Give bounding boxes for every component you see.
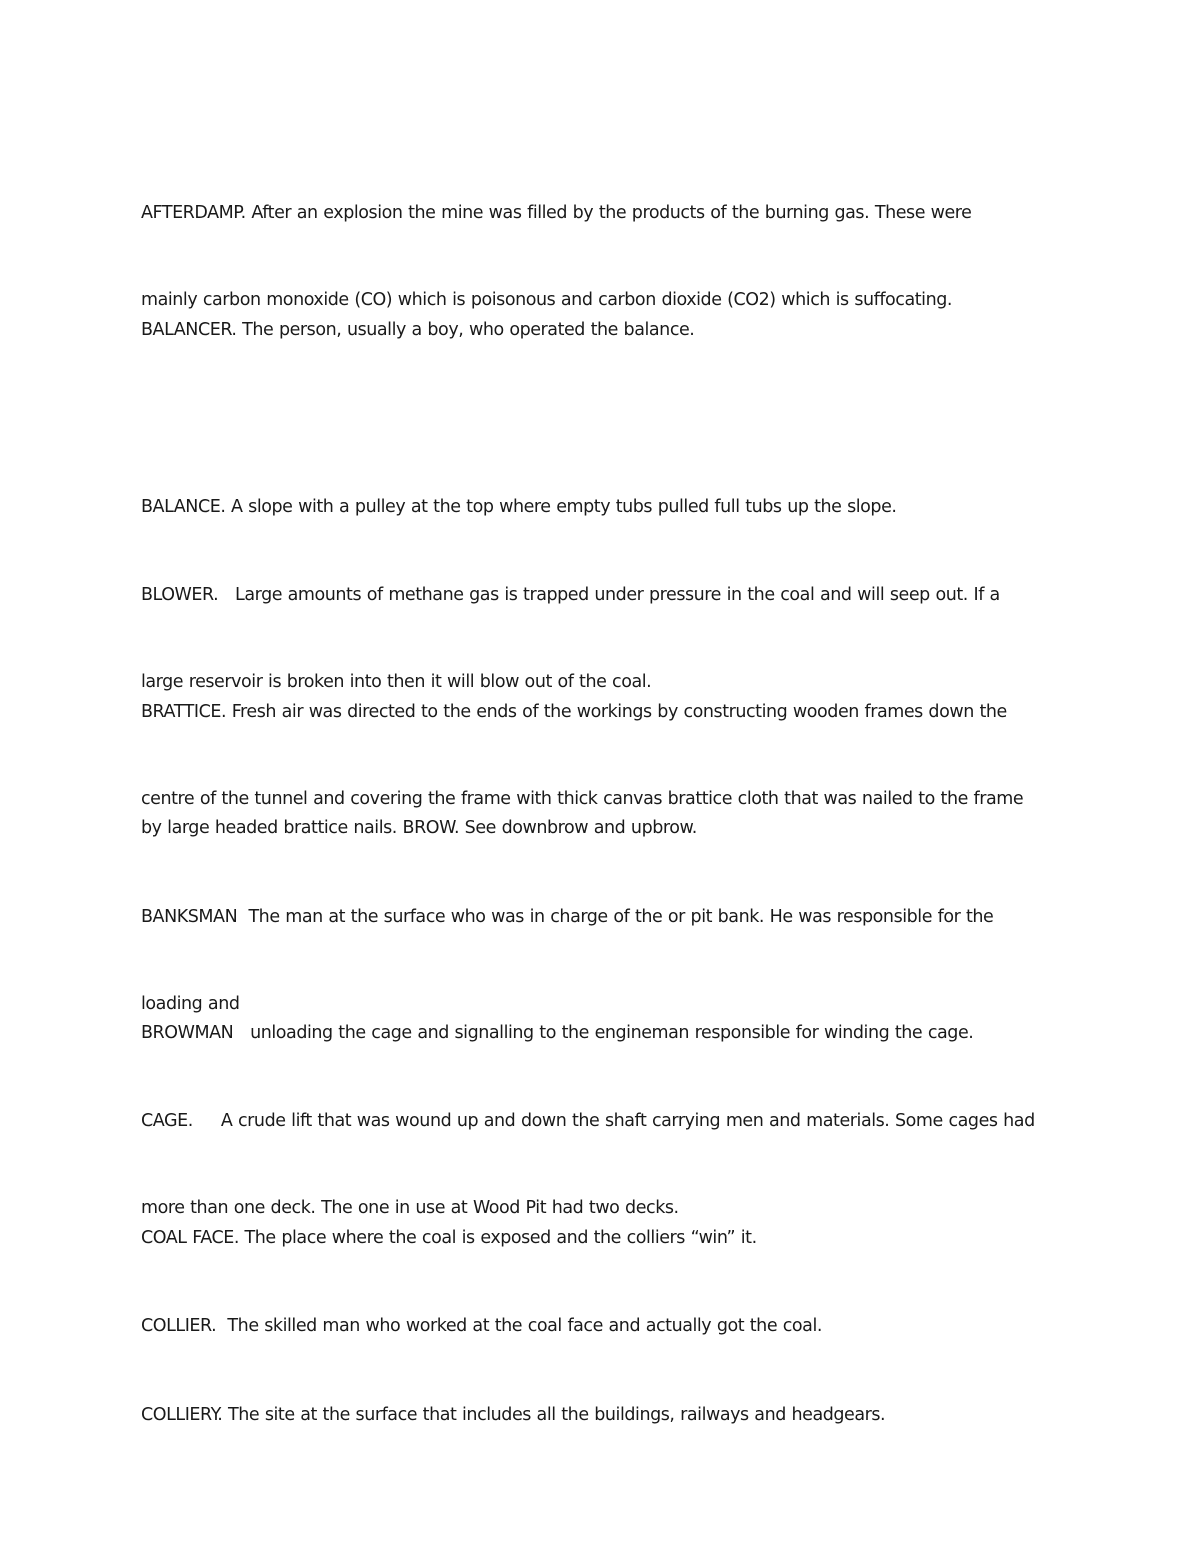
entry-line: loading and [141, 994, 240, 1014]
entry-line: COLLIERY. The site at the surface that includes all the buildings, railways and headgears. [141, 1405, 886, 1425]
entry-balancer [141, 258, 1081, 403]
entry-line: mainly carbon monoxide (CO) which is poisonous and carbon dioxide (CO2) which is suffocating. [141, 290, 952, 310]
entry-line: BALANCE. A slope with a pulley at the top where empty tubs pulled full tubs up the slope. [141, 497, 897, 517]
entry-line: COLLIER. The skilled man who worked at the coal face and actually got the coal. [141, 1316, 822, 1336]
entry-line: BANKSMAN The man at the surface who was in charge of the or pit bank. He was responsible for the [141, 907, 994, 927]
entry-line: CAGE. A crude lift that was wound up and down the shaft carrying men and materials. Some cages had [141, 1111, 1035, 1131]
entry-colliery [141, 1343, 1081, 1488]
entry-line: by large headed brattice nails. BROW. See downbrow and upbrow. [141, 818, 697, 838]
entry-line: COAL FACE. The place where the coal is exposed and the colliers “win” it. [141, 1228, 757, 1248]
entry-line: AFTERDAMP. After an explosion the mine was filled by the products of the burning gas. These were [141, 203, 972, 223]
entry-line: centre of the tunnel and covering the frame with thick canvas brattice cloth that was nailed to the frame [141, 789, 1024, 809]
entry-line: large reservoir is broken into then it will blow out of the coal. [141, 672, 652, 692]
entry-line: BALANCER. The person, usually a boy, who operated the balance. [141, 320, 695, 340]
entry-line: BLOWER. Large amounts of methane gas is trapped under pressure in the coal and will seep out. If a [141, 585, 1000, 605]
entry-line: BRATTICE. Fresh air was directed to the ends of the workings by constructing wooden frames down the [141, 702, 1007, 722]
entry-line: more than one deck. The one in use at Wood Pit had two decks. [141, 1198, 679, 1218]
entry-line: BROWMAN unloading the cage and signalling to the engineman responsible for winding the cage. [141, 1023, 974, 1043]
